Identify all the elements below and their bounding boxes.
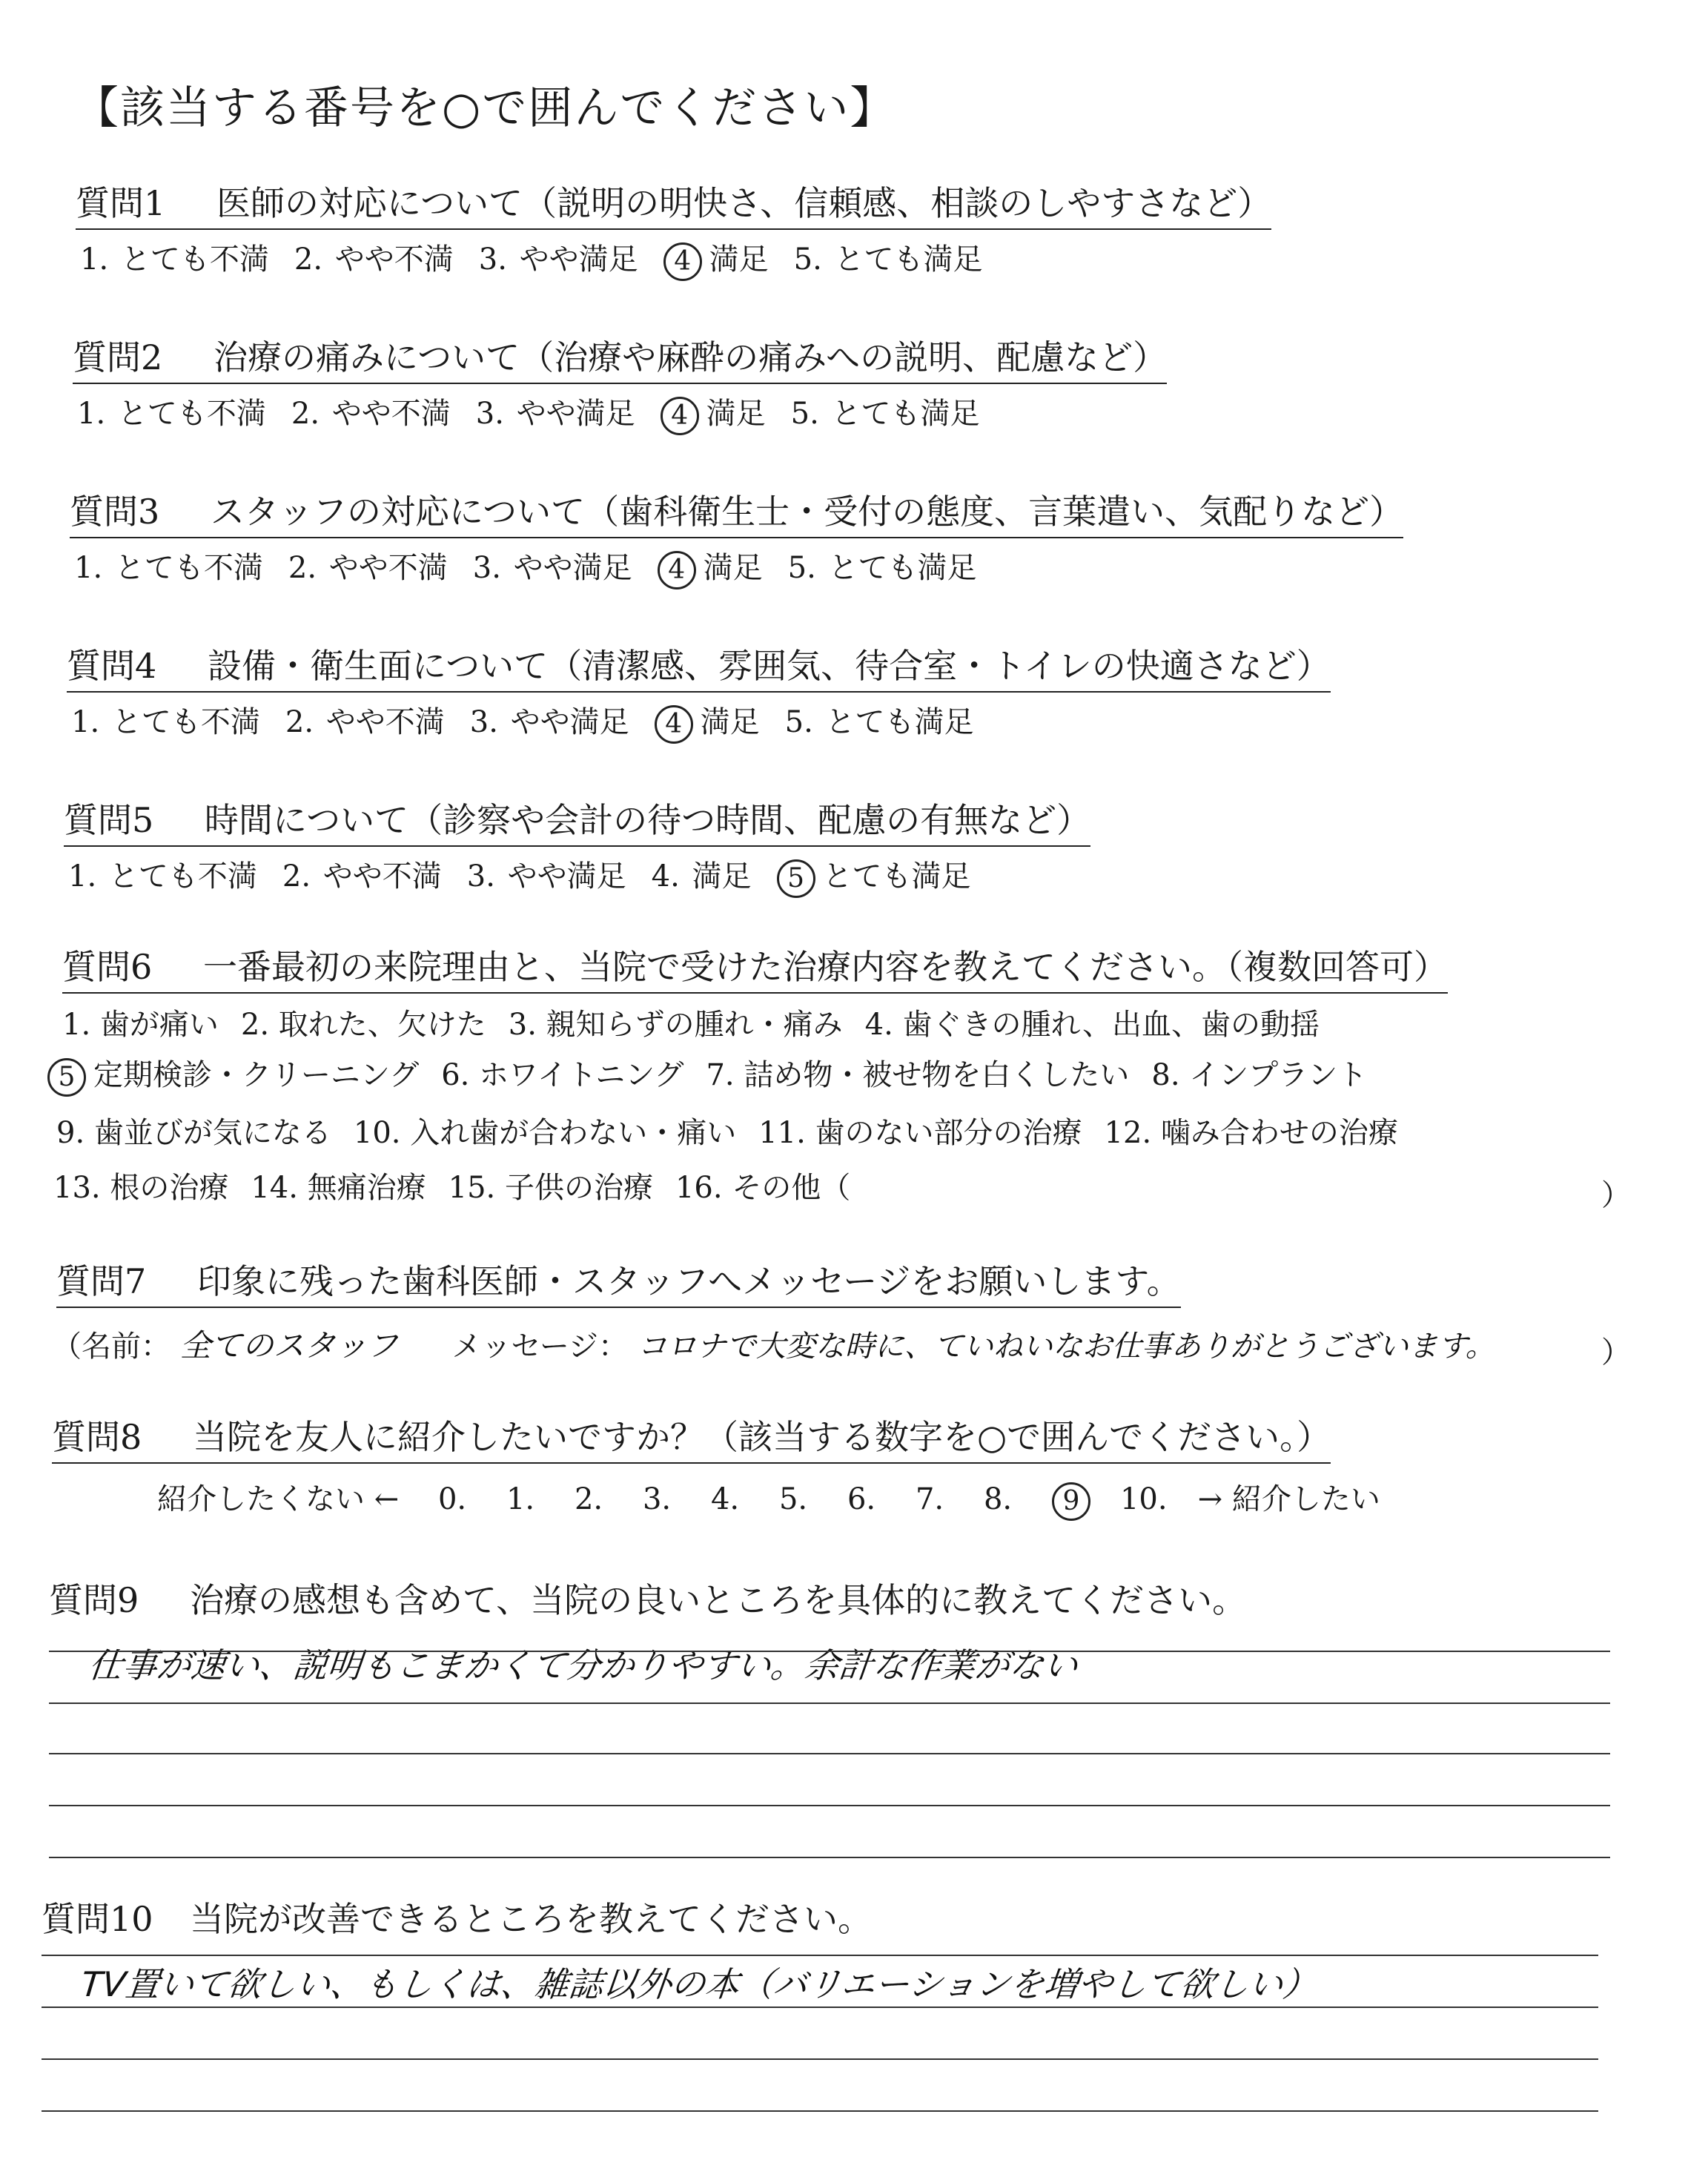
question-number: 質問10 [42, 1899, 153, 1939]
question-7-title [56, 1255, 1181, 1308]
page-heading: 【該当する番号を○で囲んでください】 [74, 82, 896, 134]
likert-option[interactable]: 4. 満足 [651, 859, 752, 894]
scale-option-selected[interactable] [1052, 1482, 1120, 1521]
scale-option[interactable]: 4. [710, 1482, 740, 1516]
likert-option[interactable]: 3. やや満足 [466, 859, 626, 894]
scale-option[interactable]: 8. [983, 1482, 1013, 1516]
question-5-title [64, 793, 1090, 847]
answer-rule [42, 2110, 1598, 2112]
likert-option[interactable]: 3. やや満足 [478, 242, 638, 277]
q10-answer[interactable]: TV置いて欲しい、もしくは、雑誌以外の本（バリエーションを増やして欲しい） [79, 1964, 1320, 2004]
message-value[interactable]: コロナで大変な時に、ていねいなお仕事ありがとうございます。 [637, 1330, 1495, 1364]
likert-option-selected[interactable] [777, 853, 971, 898]
q7-close-paren: ） [1601, 1335, 1631, 1370]
selected-option-label: 満足 [703, 551, 763, 585]
selected-option-label: 満足 [709, 242, 769, 277]
scale-option[interactable]: 5. [778, 1482, 808, 1516]
question-number: 質問3 [70, 492, 160, 532]
scale-option[interactable]: 2. [574, 1482, 603, 1516]
likert-option-selected[interactable] [658, 544, 763, 589]
likert-option[interactable]: 1. とても不満 [80, 242, 269, 277]
q6-option[interactable]: 15. 子供の治療 [448, 1171, 653, 1205]
question-text: 当院を友人に紹介したいですか？（該当する数字を○で囲んでください。） [193, 1417, 1331, 1457]
question-text: スタッフの対応について（歯科衛生士・受付の態度、言葉遣い、気配りなど） [211, 492, 1404, 532]
question-text: 印象に残った歯科医師・スタッフへメッセージをお願いします。 [197, 1261, 1181, 1301]
answer-rule [49, 1651, 1610, 1652]
q6-option[interactable]: 13. 根の治療 [53, 1171, 229, 1205]
question-text: 医師の対応について（説明の明快さ、信頼感、相談のしやすさなど） [216, 183, 1272, 223]
selected-circle-mark[interactable]: 4 [655, 705, 693, 744]
question-9-title [49, 1573, 1246, 1622]
q6-option-selected-mark[interactable]: 5 [47, 1058, 86, 1097]
question-number: 質問4 [67, 646, 157, 686]
q6-options-row-4 [53, 1164, 873, 1206]
likert-option-selected[interactable] [661, 390, 766, 435]
q6-option[interactable]: 6. ホワイトニング [441, 1058, 684, 1092]
likert-option[interactable]: 1. とても不満 [77, 397, 266, 431]
q8-scale-row [157, 1476, 1380, 1521]
q6-option-selected-label: 定期検診・クリーニング [93, 1058, 420, 1092]
question-text: 一番最初の来院理由と、当院で受けた治療内容を教えてください。（複数回答可） [203, 947, 1448, 987]
q6-option[interactable]: 14. 無痛治療 [251, 1171, 426, 1205]
name-label: （名前： [52, 1330, 171, 1364]
scale-left-label: 紹介したくない ← [157, 1482, 400, 1516]
answer-rule [49, 1753, 1610, 1754]
question-text: 設備・衛生面について（清潔感、雰囲気、待合室・トイレの快適さなど） [208, 646, 1331, 686]
likert-option[interactable]: 5. とても満足 [787, 551, 977, 585]
q6-option[interactable]: 11. 歯のない部分の治療 [758, 1116, 1082, 1150]
question-3-title [70, 485, 1403, 538]
question-1-options [80, 236, 1008, 281]
selected-circle-mark[interactable]: 4 [661, 397, 699, 435]
question-5-options [68, 853, 996, 898]
selected-option-label: 満足 [706, 397, 766, 431]
question-1-title [76, 176, 1271, 230]
scale-option[interactable]: 6. [847, 1482, 876, 1516]
message-label: メッセージ： [451, 1330, 629, 1364]
answer-rule [42, 1955, 1598, 1956]
likert-option[interactable]: 5. とても満足 [790, 397, 980, 431]
likert-option[interactable]: 5. とても満足 [793, 242, 983, 277]
q6-option[interactable]: 8. インプラント [1151, 1058, 1368, 1092]
q6-option[interactable]: 9. 歯並びが気になる [56, 1116, 331, 1150]
question-text: 当院が改善できるところを教えてください。 [190, 1899, 872, 1939]
likert-option[interactable]: 1. とても不満 [68, 859, 257, 894]
question-number: 質問6 [62, 947, 153, 987]
question-number: 質問1 [76, 183, 166, 223]
question-number: 質問9 [49, 1580, 139, 1620]
q6-option[interactable]: 3. 親知らずの腫れ・痛み [508, 1008, 843, 1042]
q6-close-paren: ） [1601, 1178, 1631, 1212]
scale-option[interactable]: 10. [1119, 1482, 1168, 1516]
likert-option[interactable]: 2. やや不満 [294, 242, 454, 277]
likert-option[interactable]: 1. とても不満 [71, 705, 260, 739]
question-text: 治療の痛みについて（治療や麻酔の痛みへの説明、配慮など） [214, 337, 1168, 377]
q9-answer[interactable]: 仕事が速い、説明もこまかくて分かりやすい。余計な作業がない [86, 1645, 1080, 1685]
answer-rule [49, 1857, 1610, 1858]
scale-option[interactable]: 0. [437, 1482, 467, 1516]
q6-options-row-3 [56, 1109, 1420, 1152]
question-2-title [73, 331, 1167, 384]
selected-circle-mark[interactable]: 4 [663, 242, 702, 281]
question-number: 質問2 [73, 337, 163, 377]
likert-option[interactable]: 3. やや満足 [469, 705, 629, 739]
likert-option[interactable]: 2. やや不満 [285, 705, 445, 739]
question-10-title [42, 1892, 872, 1941]
likert-option[interactable]: 2. やや不満 [288, 551, 448, 585]
question-2-options [77, 390, 1005, 435]
scale-option[interactable]: 3. [642, 1482, 672, 1516]
answer-rule [42, 2007, 1598, 2008]
scale-option[interactable]: 1. [506, 1482, 535, 1516]
likert-option-selected[interactable] [655, 698, 760, 744]
likert-option[interactable]: 3. やや満足 [475, 397, 635, 431]
question-4-options [71, 698, 999, 744]
likert-option[interactable]: 2. やや不満 [282, 859, 442, 894]
q6-option[interactable]: 7. 詰め物・被せ物を白くしたい [706, 1058, 1130, 1092]
q6-option[interactable]: 10. 入れ歯が合わない・痛い [353, 1116, 737, 1150]
answer-rule [42, 2058, 1598, 2060]
question-6-title [62, 940, 1448, 994]
question-number: 質問5 [64, 800, 154, 840]
question-text: 治療の感想も含めて、当院の良いところを具体的に教えてください。 [190, 1580, 1247, 1620]
likert-option[interactable]: 3. やや満足 [472, 551, 632, 585]
q6-options-row-1 [62, 1001, 1342, 1043]
selected-circle-mark[interactable]: 9 [1052, 1482, 1090, 1521]
answer-rule [49, 1805, 1610, 1806]
scale-option[interactable]: 7. [915, 1482, 944, 1516]
selected-circle-mark[interactable]: 5 [777, 859, 815, 898]
q6-option[interactable]: 1. 歯が痛い [62, 1008, 219, 1042]
q6-option[interactable]: 16. その他（ [675, 1171, 851, 1205]
q6-option[interactable]: 4. 歯ぐきの腫れ、出血、歯の動揺 [864, 1008, 1320, 1042]
question-8-title [52, 1410, 1331, 1464]
question-text: 時間について（診察や会計の待つ時間、配慮の有無など） [205, 800, 1091, 840]
scale-right-label: → 紹介したい [1197, 1482, 1380, 1516]
q6-options-row-2 [47, 1051, 1389, 1097]
selected-option-label: 満足 [700, 705, 760, 739]
answer-rule [49, 1702, 1610, 1704]
selected-circle-mark[interactable]: 4 [658, 551, 696, 589]
q6-option[interactable]: 12. 噛み合わせの治療 [1104, 1116, 1398, 1150]
likert-option[interactable]: 2. やや不満 [291, 397, 451, 431]
q6-option[interactable]: 2. 取れた、欠けた [240, 1008, 486, 1042]
q7-answer-line [52, 1321, 1495, 1366]
question-3-options [74, 544, 1002, 589]
question-number: 質問8 [52, 1417, 142, 1457]
question-4-title [67, 639, 1331, 693]
name-value[interactable]: 全てのスタッフ [179, 1327, 398, 1364]
question-number: 質問7 [56, 1261, 147, 1301]
selected-option-label: とても満足 [822, 859, 971, 894]
likert-option-selected[interactable] [663, 236, 769, 281]
likert-option[interactable]: 1. とても不満 [74, 551, 263, 585]
likert-option[interactable]: 5. とても満足 [784, 705, 974, 739]
